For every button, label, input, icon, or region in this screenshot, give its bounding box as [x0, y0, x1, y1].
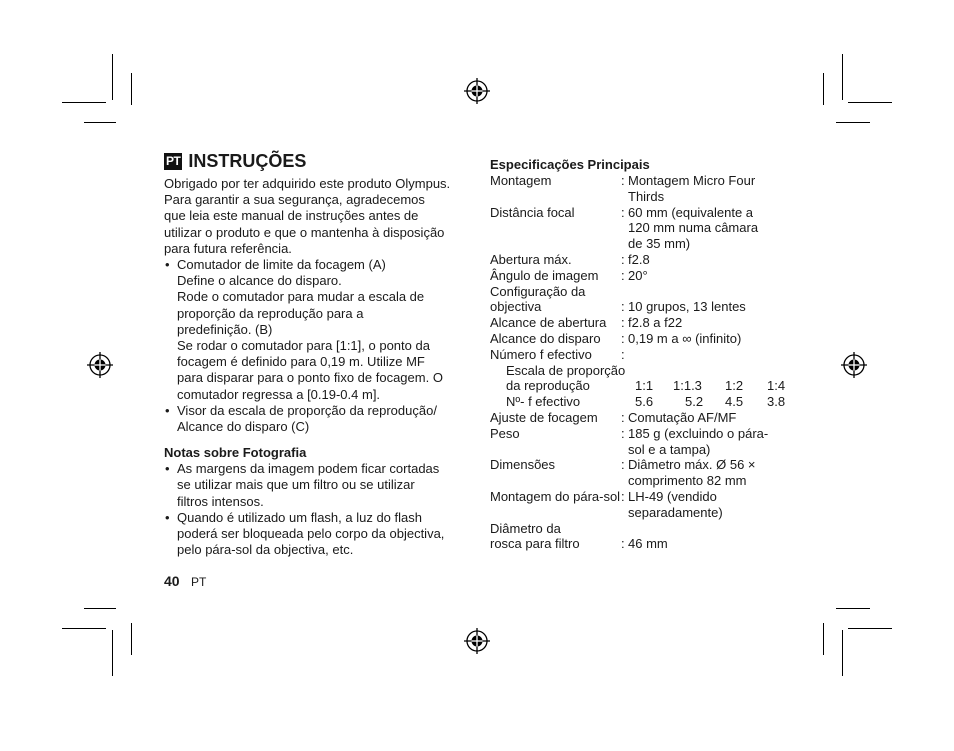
spec-value: : LH-49 (vendido separadamente): [621, 488, 723, 520]
list-item: • Quando é utilizado um flash, a luz do flash poderá ser bloqueada pelo corpo da objectiva, pelo pára-sol da objectiva, etc.: [165, 509, 445, 558]
notes-list: [164, 461, 464, 558]
list-item: • Comutador de limite da focagem (A) Define o alcance do disparo. Rode o comutador para mudar a escala de proporção da reprodução para a predefinição. (B) Se rodar o comutador para [1:1], o ponto da focagem é definido para 0,19 m. Utilize MF para disparar para o ponto fixo de focagem. O comutador regressa a [0.19-0.4 m].: [165, 257, 443, 402]
ratio-value: 1:4: [767, 378, 786, 394]
spec-label: Alcance do disparo: [490, 330, 601, 346]
fnum-value: 5.6: [635, 394, 654, 410]
spec-row: [490, 426, 790, 458]
spec-label: Diâmetro da rosca para filtro: [490, 520, 580, 552]
spec-label: Ajuste de focagem: [490, 409, 598, 425]
spec-row: [490, 173, 790, 205]
spec-label: Peso: [490, 425, 520, 441]
ratio-label: Escala de proporção: [506, 362, 626, 378]
spec-label: Número f efectivo: [490, 346, 592, 362]
intro-paragraph: Obrigado por ter adquirido este produto Olympus. Para garantir a sua segurança, agradecemos que leia este manual de instruções antes de utilizar o produto e que o mantenha à disposição para futura referência.: [164, 176, 451, 256]
notes-heading: Notas sobre Fotografia: [164, 445, 307, 461]
spec-value: : 185 g (excluindo o pára- sol e a tampa): [621, 425, 769, 457]
spec-value: : 10 grupos, 13 lentes: [621, 299, 746, 315]
specs-table-2: [490, 410, 790, 552]
list-item: • As margens da imagem podem ficar cortadas se utilizar mais que um filtro ou se utilizar filtros intensos.: [165, 461, 440, 509]
spec-value: : 46 mm: [621, 536, 668, 552]
spec-row: [490, 347, 790, 363]
spec-label: Dimensões: [490, 457, 556, 473]
spec-value: : 20°: [621, 267, 648, 283]
ratio-value: 1:2: [725, 378, 744, 394]
fnum-value: 3.8: [767, 394, 786, 410]
fnum-value: 5.2: [685, 394, 704, 410]
ratio-value: 1:1.3: [673, 378, 702, 394]
spec-value: :: [621, 346, 625, 362]
spec-row: [490, 252, 790, 268]
spec-row: [490, 521, 790, 553]
page-title: INSTRUÇÕES: [188, 150, 307, 171]
page-number: 40: [164, 573, 180, 589]
spec-label: Configuração da objectiva: [490, 283, 586, 315]
fnum-label: Nº- f efectivo: [506, 394, 581, 410]
spec-value: : 0,19 m a ∞ (infinito): [621, 330, 742, 346]
specs-heading: Especificações Principais: [490, 157, 650, 172]
spec-row: [490, 268, 790, 284]
spec-value: : f2.8 a f22: [621, 315, 683, 331]
spec-row: [490, 284, 790, 316]
spec-label: Montagem do pára-sol: [490, 488, 621, 504]
registration-mark-icon: [841, 352, 867, 378]
instructions-column: [164, 150, 464, 558]
spec-value: : Comutação AF/MF: [621, 409, 737, 425]
specs-table: [490, 173, 790, 363]
list-item: • Visor da escala de proporção da reprodução/ Alcance do disparo (C): [165, 402, 437, 435]
registration-mark-icon: [464, 628, 490, 654]
specifications-column: [490, 157, 790, 552]
spec-row: [490, 205, 790, 252]
spec-label: Distância focal: [490, 204, 575, 220]
registration-mark-icon: [464, 78, 490, 104]
ratio-label: da reprodução: [506, 378, 590, 394]
spec-label: Alcance de abertura: [490, 315, 607, 331]
page-language: PT: [191, 575, 207, 589]
language-badge: PT: [166, 153, 181, 168]
spec-value: : Diâmetro máx. Ø 56 × comprimento 82 mm: [621, 457, 756, 489]
spec-row: [490, 410, 790, 426]
fnum-value: 4.5: [725, 394, 744, 410]
spec-value: : 60 mm (equivalente a 120 mm numa câmara de 35 mm): [621, 204, 759, 252]
spec-row: [490, 315, 790, 331]
spec-label: Montagem: [490, 173, 552, 188]
ratio-table: [490, 363, 790, 395]
spec-row: [490, 331, 790, 347]
spec-value: : Montagem Micro Four Thirds: [621, 173, 756, 204]
spec-row: [490, 489, 790, 521]
registration-mark-icon: [87, 352, 113, 378]
feature-list: [164, 257, 464, 435]
spec-row: [490, 457, 790, 489]
section-header: [164, 150, 464, 172]
spec-value: : f2.8: [621, 251, 650, 267]
spec-label: Abertura máx.: [490, 251, 572, 267]
spec-label: Ângulo de imagem: [490, 267, 599, 283]
fnum-row: [490, 394, 790, 410]
ratio-value: 1:1: [635, 378, 654, 394]
